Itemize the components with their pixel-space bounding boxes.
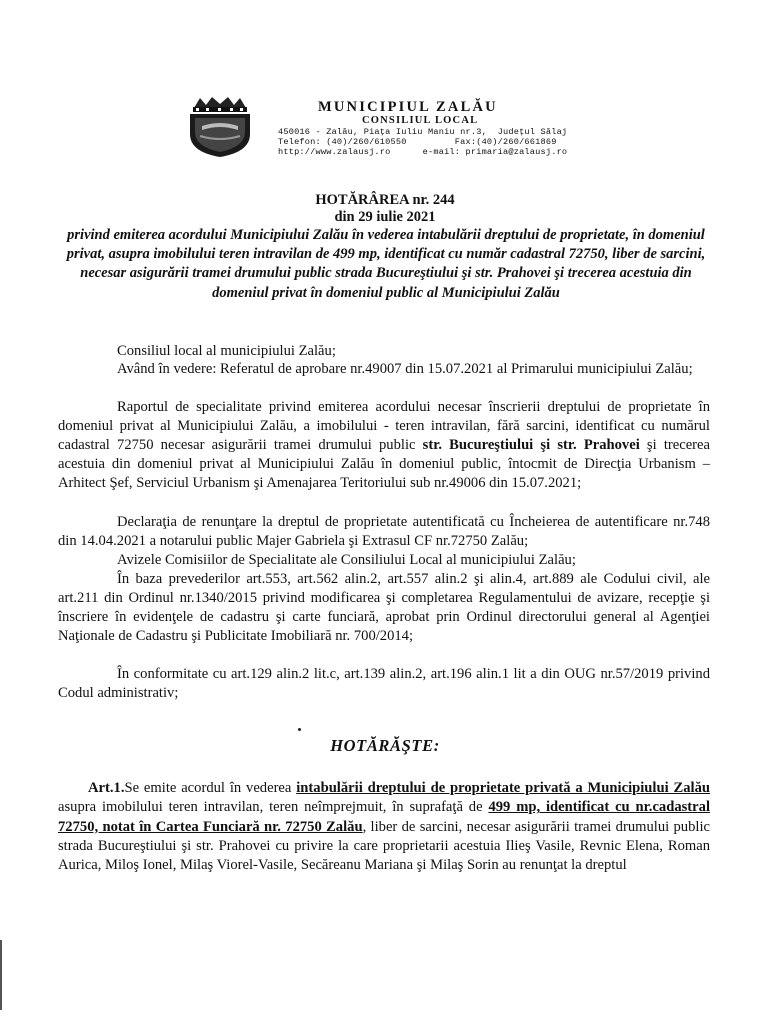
article-1-text-e: , liber de sarcini, necesar asigurării tramei drumului public strada Bucureştiului şi str. Prahovei cu privire la care proprietarii acestuia Ilieş Vasile, Revnic Elena, Roman Aurica, Miloş Ionel, Milaş Viorel-Vasile, Secăreanu Mariana şi Milaş Sorin au renunţat la dreptul: [58, 818, 710, 874]
article-1-text-c: asupra imobilului teren intravilan, teren neîmprejmuit, în suprafaţă de: [58, 799, 489, 816]
decision-subject: privind emiterea acordului Municipiului Zalău în vederea intabulării dreptului de proprietate, în domeniul privat, asupra imobilului teren intravilan de 499 mp, identificat cu număr cadastral 72750, liber de sarcini, necesar asigurării tramei drumului public strada Bucureştiului şi str. Prahovei şi trecerea acestuia din domeniul privat în domeniul public al Municipiului Zalău: [66, 227, 706, 301]
coat-of-arms-icon: [180, 96, 260, 158]
phone-fax-line: Telefon: (40)/260/610550 Fax:(40)/260/661869: [278, 137, 557, 147]
report-text-c: şi trecerea acestuia din domeniul privat al Municipiului Zalău în domeniul public, întocmit de Direcţia Urbanism – Arhitect Şef, Serviciul Urbanism şi Amenajarea Teritoriului sub nr.49006 din 15.07.2021;: [58, 437, 710, 492]
decides-heading: HOTĂRĂŞTE:: [330, 736, 440, 755]
web-email-line: http://www.zalausj.ro e-mail: primaria@zalausj.ro: [278, 147, 568, 157]
address-line: 450016 - Zalău, Piaţa Iuliu Maniu nr.3, Judeţul Sălaj: [278, 127, 568, 137]
scan-edge-mark: [0, 940, 2, 1010]
paragraph-council: Consiliul local al municipiului Zalău;: [117, 343, 336, 359]
report-streets: str. Bucureştiului şi str. Prahovei: [422, 437, 640, 454]
paragraph-specialty-report: [58, 398, 710, 493]
paragraph-having-regard: Având în vedere: Referatul de aprobare nr.49007 din 15.07.2021 al Primarului municipiului Zalău;: [117, 361, 693, 377]
council-name: CONSILIUL LOCAL: [362, 115, 479, 126]
article-1-label: Art.1.: [88, 780, 125, 796]
paragraph-commission-opinions: Avizele Comisiilor de Specialitate ale Consiliului Local al municipiului Zalău;: [117, 552, 576, 568]
article-1-registration-right: intabulării dreptului de proprietate privată a Municipiului Zalău: [296, 780, 710, 796]
article-1: [58, 779, 710, 875]
municipality-name: MUNICIPIUL ZALĂU: [318, 99, 498, 115]
article-1-cadastral-details: 499 mp, identificat cu nr.cadastral 72750, notat în Cartea Funciară nr. 72750 Zalău: [58, 799, 710, 835]
decision-number: HOTĂRÂREA nr. 244: [315, 192, 455, 208]
paragraph-legal-basis: În baza prevederilor art.553, art.562 alin.2, art.557 alin.2 şi alin.4, art.889 ale Codului civil, ale art.211 din Ordinul nr.1340/2015 privind modificarea şi completarea Regulamentului de avizare, recepţie şi înscriere în evidenţele de cadastru şi carte funciară, aprobat prin Ordinul directorului general al Agenţiei Naţionale de Cadastru şi Publicitate Imobiliară nr. 700/2014;: [58, 571, 710, 645]
paragraph-declaration: Declaraţia de renunţare la dreptul de proprietate autentificată cu Încheierea de autentificare nr.748 din 14.04.2021 a notarului public Majer Gabriela şi Extrasul CF nr.72750 Zalău;: [58, 514, 710, 550]
paragraph-conformity: În conformitate cu art.129 alin.2 lit.c, art.139 alin.2, art.196 alin.1 lit a din OUG nr.57/2019 privind Codul administrativ;: [58, 666, 710, 702]
article-1-text-a: Se emite acordul în vederea: [124, 780, 297, 796]
scan-speck: [298, 728, 301, 731]
report-text-a: Raportul de specialitate privind emiterea acordului necesar înscrierii dreptului de proprietate în domeniul privat al Municipiului Zalău, a imobilului - teren intravilan, fără sarcini, identificat cu numărul cadastral 72750 necesar asigurării tramei drumului public: [58, 399, 710, 454]
decision-date: din 29 iulie 2021: [334, 209, 436, 225]
